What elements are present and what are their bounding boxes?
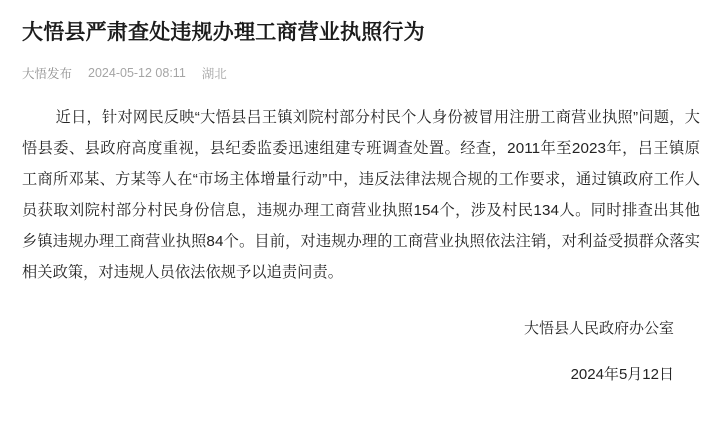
article-signoff: 大悟县人民政府办公室	[523, 320, 674, 337]
article-signoff-date: 2024年5月12日	[570, 366, 674, 383]
article-source: 大悟发布	[22, 67, 73, 81]
article-region: 湖北	[201, 67, 227, 81]
article-body	[22, 102, 700, 288]
article-paragraph-text: 近日，针对网民反映“大悟县吕王镇刘院村部分村民个人身份被冒用注册工商营业执照”问题，大悟县委、县政府高度重视，县纪委监委迅速组建专班调查处置。经查，2011年至2023年，吕王镇原工商所邓某、方某等人在“市场主体增量行动”中，违反法律法规合规的工作要求，通过镇政府工作人员获取刘院村部分村民身份信息，违规办理工商营业执照154个，涉及村民134人。同时排查出其他乡镇违规办理工商营业执照84个。目前，对违规办理的工商营业执照依法注销，对利益受损群众落实相关政策，对违规人员依法依规予以追责问责。	[22, 109, 700, 281]
article-timestamp: 2024-05-12 08:11	[88, 66, 186, 80]
article-meta	[22, 64, 700, 82]
page-title: 大悟县严肃查处违规办理工商营业执照行为	[22, 21, 425, 44]
